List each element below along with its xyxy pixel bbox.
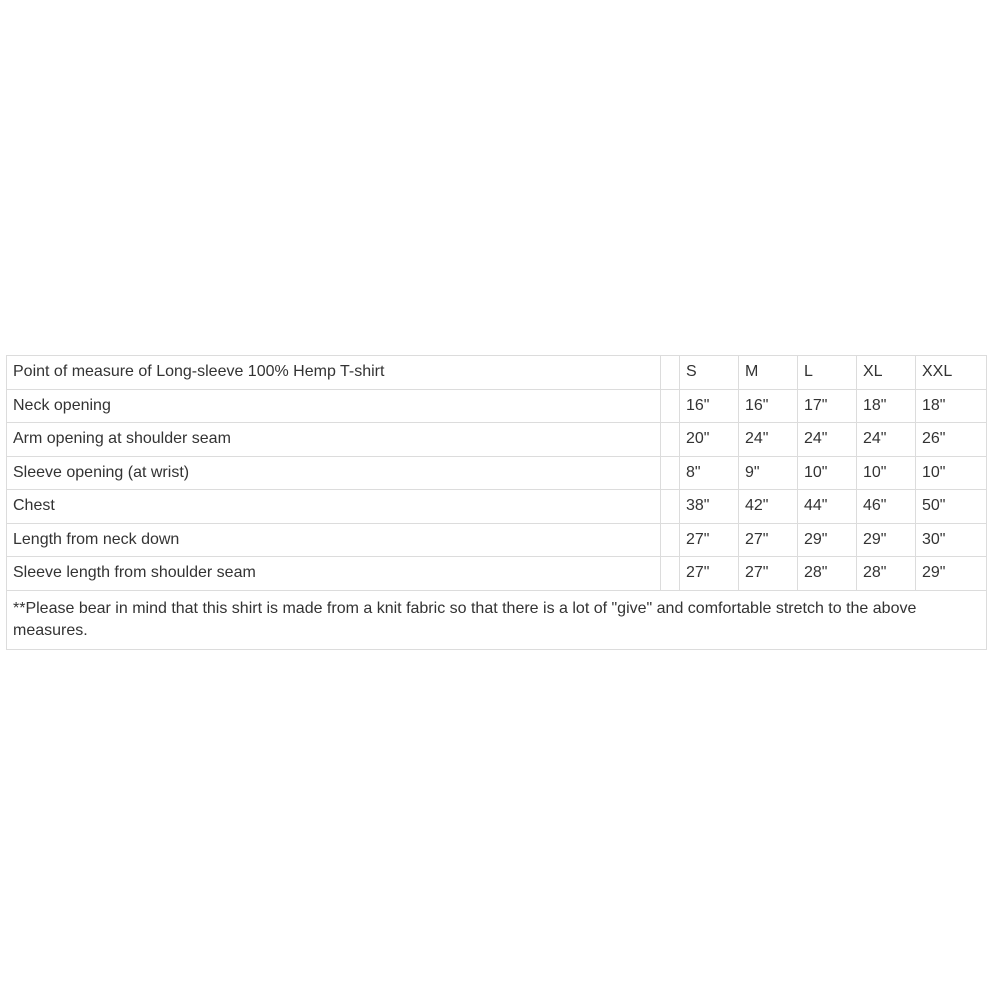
value-cell: 10" xyxy=(857,456,916,490)
row-label: Sleeve length from shoulder seam xyxy=(7,557,661,591)
value-cell: 18" xyxy=(916,389,987,423)
value-cell: 17" xyxy=(798,389,857,423)
value-cell: 50" xyxy=(916,490,987,524)
spacer-cell xyxy=(661,389,680,423)
spacer-cell xyxy=(661,423,680,457)
table-row-sleeve-opening xyxy=(7,456,987,490)
care-note: **Please bear in mind that this shirt is made from a knit fabric so that there is a lot of "give" and comfortable stretch to the above measures. xyxy=(7,590,987,649)
value-cell: 28" xyxy=(798,557,857,591)
value-cell: 29" xyxy=(798,523,857,557)
spacer-cell xyxy=(661,356,680,390)
row-label: Sleeve opening (at wrist) xyxy=(7,456,661,490)
row-label: Chest xyxy=(7,490,661,524)
value-cell: 27" xyxy=(680,523,739,557)
spacer-cell xyxy=(661,490,680,524)
table-row-arm-opening xyxy=(7,423,987,457)
value-cell: 42" xyxy=(739,490,798,524)
row-label: Neck opening xyxy=(7,389,661,423)
value-cell: 10" xyxy=(916,456,987,490)
value-cell: 27" xyxy=(739,523,798,557)
table-row-chest xyxy=(7,490,987,524)
value-cell: 44" xyxy=(798,490,857,524)
value-cell: 18" xyxy=(857,389,916,423)
value-cell: 24" xyxy=(857,423,916,457)
value-cell: 27" xyxy=(680,557,739,591)
value-cell: 28" xyxy=(857,557,916,591)
value-cell: 24" xyxy=(798,423,857,457)
value-cell: 46" xyxy=(857,490,916,524)
value-cell: 27" xyxy=(739,557,798,591)
header-row xyxy=(7,356,987,390)
value-cell: 29" xyxy=(857,523,916,557)
note-row xyxy=(7,590,987,649)
size-chart-table xyxy=(6,355,987,650)
value-cell: 26" xyxy=(916,423,987,457)
size-header-l: L xyxy=(798,356,857,390)
value-cell: 20" xyxy=(680,423,739,457)
value-cell: 16" xyxy=(680,389,739,423)
value-cell: 24" xyxy=(739,423,798,457)
value-cell: 9" xyxy=(739,456,798,490)
value-cell: 8" xyxy=(680,456,739,490)
value-cell: 10" xyxy=(798,456,857,490)
size-header-s: S xyxy=(680,356,739,390)
row-label: Length from neck down xyxy=(7,523,661,557)
size-header-m: M xyxy=(739,356,798,390)
size-header-xxl: XXL xyxy=(916,356,987,390)
header-label-cell: Point of measure of Long-sleeve 100% Hemp T-shirt xyxy=(7,356,661,390)
spacer-cell xyxy=(661,456,680,490)
row-label: Arm opening at shoulder seam xyxy=(7,423,661,457)
table-row-length xyxy=(7,523,987,557)
spacer-cell xyxy=(661,523,680,557)
size-header-xl: XL xyxy=(857,356,916,390)
spacer-cell xyxy=(661,557,680,591)
table-row-neck-opening xyxy=(7,389,987,423)
value-cell: 16" xyxy=(739,389,798,423)
value-cell: 38" xyxy=(680,490,739,524)
value-cell: 29" xyxy=(916,557,987,591)
value-cell: 30" xyxy=(916,523,987,557)
table-row-sleeve-length xyxy=(7,557,987,591)
